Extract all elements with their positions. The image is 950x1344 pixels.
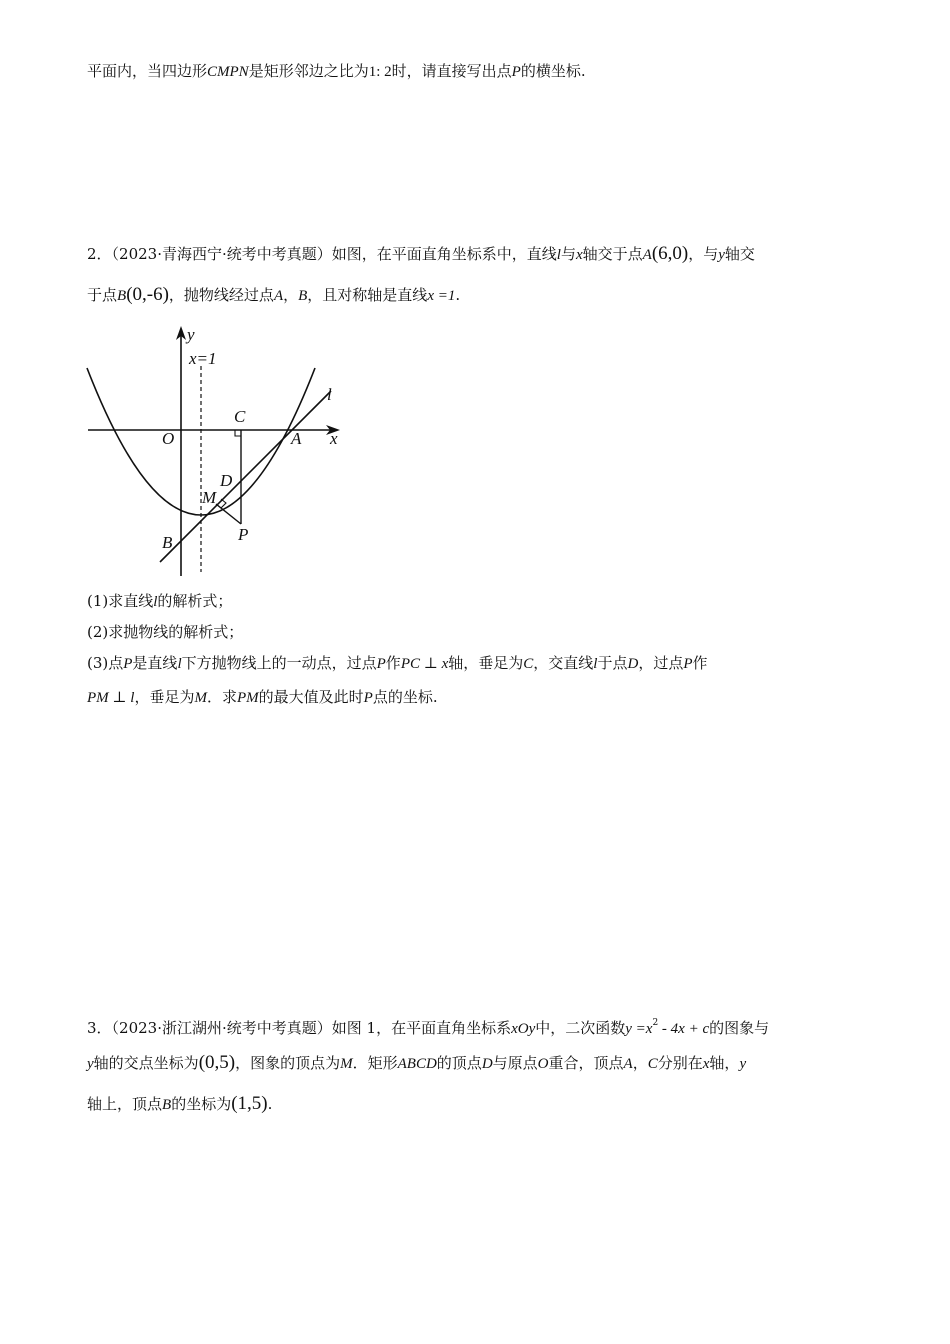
text: (3)点 — [87, 654, 124, 672]
text: ，与 — [688, 245, 719, 263]
math-P: P — [376, 656, 386, 672]
math-l: l — [593, 656, 598, 672]
text: ，抛物线经过点 — [168, 286, 274, 304]
q2-sub2 — [87, 621, 243, 643]
math-coord-1-5: (1,5) — [231, 1093, 268, 1114]
math-pm-perp-l: PM ⊥ l — [87, 690, 135, 706]
math-l: l — [153, 594, 158, 610]
text: 的坐标为 — [171, 1095, 232, 1113]
math-y: y — [739, 1056, 747, 1072]
text: ，交直线 — [533, 654, 594, 672]
question-number: 2． — [87, 245, 112, 263]
q3-line-1 — [87, 1012, 769, 1040]
text: 轴，垂足为 — [448, 654, 524, 672]
math-p: P — [511, 64, 521, 80]
text: 的图象与 — [709, 1019, 770, 1037]
math-PM: PM — [236, 690, 259, 706]
q2-line-2 — [87, 284, 460, 307]
math-P: P — [363, 690, 373, 706]
math-function-rest: - 4x + c — [658, 1021, 710, 1037]
text: ．求 — [206, 688, 237, 706]
q2-figure — [80, 318, 360, 583]
text: 作 — [692, 654, 708, 672]
text: ．矩形 — [352, 1054, 398, 1072]
q2-sub3-line-2 — [87, 686, 438, 709]
math-y: y — [87, 1056, 94, 1072]
text: 是矩形邻边之比为 — [248, 62, 369, 80]
text: 时，请直接写出点 — [391, 62, 512, 80]
math-ABCD: ABCD — [397, 1056, 437, 1072]
math-x: x — [702, 1056, 710, 1072]
math-P: P — [683, 656, 693, 672]
text: 的顶点 — [436, 1054, 482, 1072]
text: 于点 — [597, 654, 628, 672]
math-C: C — [647, 1056, 658, 1072]
text: (2)求抛物线的解析式； — [87, 623, 244, 641]
prev-question-line — [87, 60, 586, 83]
label-y: y — [187, 325, 195, 344]
math-coord-0-5: (0,5) — [198, 1052, 236, 1073]
text: ，过点 — [638, 654, 684, 672]
text: 轴交 — [724, 245, 755, 263]
text: 点的坐标. — [372, 688, 438, 706]
math-A-coord: (6,0) — [651, 243, 689, 264]
text: . — [455, 286, 461, 304]
math-B: B — [162, 1097, 172, 1113]
text: ， — [283, 286, 299, 304]
label-A: A — [291, 429, 302, 448]
text: 的解析式； — [157, 592, 233, 610]
math-C: C — [523, 656, 534, 672]
math-function: y =x — [625, 1021, 653, 1037]
math-x: x — [575, 247, 583, 263]
text: ，垂足为 — [134, 688, 195, 706]
text: 重合，顶点 — [548, 1054, 624, 1072]
text: ， — [632, 1054, 648, 1072]
math-cmpn: CMPN — [207, 64, 249, 80]
math-A: A — [273, 288, 284, 304]
text: 下方抛物线上的一动点，过点 — [181, 654, 377, 672]
math-A: A — [623, 1056, 633, 1072]
question-source: （2023·浙江湖州·统考中考真题）如图 1，在平面直角坐标系 — [111, 1019, 512, 1037]
math-D: D — [481, 1056, 493, 1072]
q2-sub1 — [87, 590, 232, 613]
math-xOy: xOy — [511, 1021, 536, 1037]
q2-sub3-line-1 — [87, 652, 708, 675]
math-l: l — [556, 247, 561, 263]
math-B: B — [298, 288, 308, 304]
q3-line-3 — [87, 1093, 272, 1116]
text: 平面内，当四边形 — [87, 62, 208, 80]
text: 中，二次函数 — [535, 1019, 626, 1037]
text: 作 — [385, 654, 401, 672]
q2-line-1 — [87, 243, 755, 266]
math-D: D — [627, 656, 639, 672]
math-pc-perp-x: PC ⊥ x — [400, 656, 449, 672]
label-l: l — [327, 385, 332, 404]
label-B: B — [162, 533, 173, 552]
label-D: D — [220, 471, 233, 490]
math-l: l — [177, 656, 182, 672]
text: . — [267, 1095, 273, 1113]
math-exponent: 2 — [652, 1018, 659, 1028]
math-y: y — [718, 247, 725, 263]
label-P: P — [238, 525, 249, 544]
right-angle-C — [235, 430, 241, 436]
text: 是直线 — [132, 654, 178, 672]
text: 的最大值及此时 — [258, 688, 364, 706]
text: 轴的交点坐标为 — [93, 1054, 199, 1072]
label-O: O — [162, 429, 175, 448]
label-C: C — [234, 407, 246, 426]
text: 与 — [560, 245, 576, 263]
math-B-coord: (0,-6) — [126, 284, 169, 305]
question-number: 3． — [87, 1019, 112, 1037]
math-M: M — [194, 690, 207, 706]
question-source: （2023·青海西宁·统考中考真题）如图，在平面直角坐标系中，直线 — [111, 245, 557, 263]
text: 的横坐标. — [520, 62, 586, 80]
math-A: A — [642, 247, 652, 263]
math-axis-equation: x =1 — [427, 288, 456, 304]
label-axis-eq: x=1 — [189, 349, 217, 368]
text: 轴交于点 — [582, 245, 643, 263]
label-x: x — [330, 429, 338, 448]
math-O: O — [537, 1056, 549, 1072]
text: 分别在 — [657, 1054, 703, 1072]
text: 于点 — [87, 286, 118, 304]
text: 轴， — [709, 1054, 740, 1072]
math-M: M — [340, 1056, 353, 1072]
math-P: P — [123, 656, 133, 672]
text: (1)求直线 — [87, 592, 154, 610]
q3-line-2 — [87, 1052, 746, 1075]
text: 与原点 — [492, 1054, 538, 1072]
text: ，且对称轴是直线 — [307, 286, 428, 304]
text: ，图象的顶点为 — [235, 1054, 341, 1072]
math-ratio: 1: 2 — [368, 64, 392, 80]
math-B: B — [117, 288, 127, 304]
text: 轴上，顶点 — [87, 1095, 163, 1113]
label-M: M — [202, 488, 217, 507]
